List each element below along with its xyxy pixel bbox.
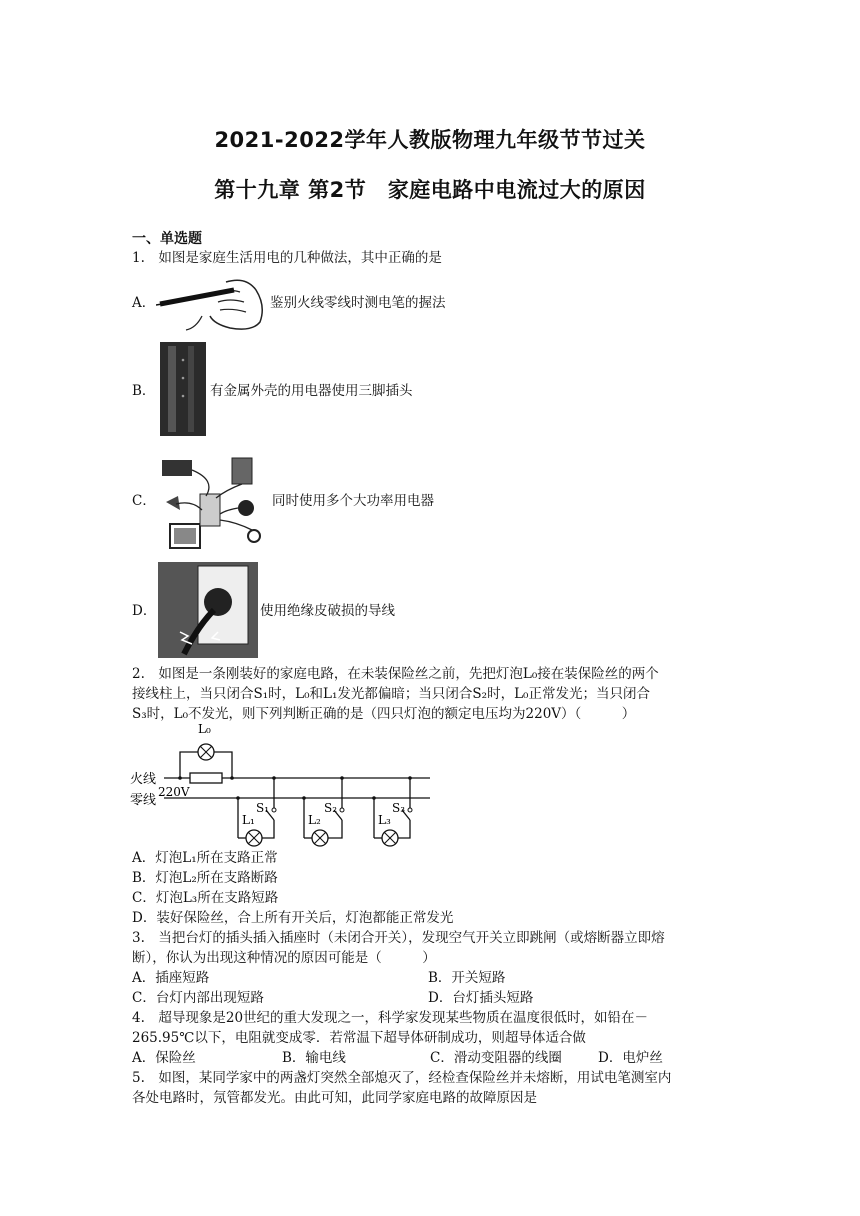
q4-option-d: D．电炉丝 (598, 1050, 663, 1066)
q3-option-a: A．插座短路 (132, 970, 210, 986)
test-pen-hand-image (156, 272, 268, 334)
q1-option-b-label: B． (132, 383, 156, 399)
section-heading: 一、单选题 (132, 231, 202, 247)
q3-option-c: C．台灯内部出现短路 (132, 990, 264, 1006)
q2-stem-line-2: 接线柱上，当只闭合S₁时，L₀和L₁发光都偏暗；当只闭合S₂时，L₀正常发光；当只闭合 (132, 686, 650, 702)
l0-label: L₀ (198, 722, 211, 736)
damaged-wire-image (158, 562, 258, 658)
document-title: 2021-2022学年人教版物理九年级节节过关 (214, 128, 646, 152)
multiple-appliances-image (156, 450, 272, 552)
q2-option-a: A．灯泡L₁所在支路正常 (132, 850, 278, 866)
s3-label: S₃ (392, 801, 406, 815)
q4-option-b: B．输电线 (282, 1050, 346, 1066)
q5-stem-line-2: 各处电路时，氖管都发光。由此可知，此同学家庭电路的故障原因是 (132, 1090, 537, 1106)
q1-option-d-label: D． (132, 603, 157, 619)
q3-stem-line-2: 断），你认为出现这种情况的原因可能是（ ） (132, 950, 436, 966)
q1-option-c-label: C． (132, 493, 156, 509)
q4-option-c: C．滑动变阻器的线圈 (430, 1050, 562, 1066)
q1-option-a-label: A． (132, 295, 156, 311)
q1-option-a-text: 鉴别火线零线时测电笔的握法 (270, 295, 446, 311)
s2-label: S₂ (324, 801, 338, 815)
q2-option-b: B．灯泡L₂所在支路断路 (132, 870, 278, 886)
q5-stem-line-1: 5. 如图，某同学家中的两盏灯突然全部熄灭了，经检查保险丝并未熔断，用试电笔测室内 (132, 1070, 672, 1086)
document-subtitle: 第十九章 第2节 家庭电路中电流过大的原因 (214, 178, 646, 202)
q2-stem-line-3: S₃时，L₀不发光，则下列判断正确的是（四只灯泡的额定电压均为220V）（ ） (132, 706, 636, 722)
zero-line-label: 零线 (130, 793, 157, 808)
l2-label: L₂ (308, 813, 321, 827)
q4-option-a: A．保险丝 (132, 1050, 196, 1066)
l3-label: L₃ (378, 813, 391, 827)
q1-option-d-text: 使用绝缘皮破损的导线 (260, 603, 395, 619)
s1-label: S₁ (256, 801, 270, 815)
q4-stem-line-2: 265.95℃以下，电阻就变成零．若常温下超导体研制成功，则超导体适合做 (132, 1030, 586, 1046)
voltage-label: 220V (158, 785, 190, 799)
q4-stem-line-1: 4. 超导现象是20世纪的重大发现之一，科学家发现某些物质在温度很低时，如铅在－ (132, 1010, 649, 1026)
appliance-image (158, 340, 208, 438)
q1-option-b-text: 有金属外壳的用电器使用三脚插头 (210, 383, 413, 399)
q2-stem-line-1: 2. 如图是一条刚装好的家庭电路，在未装保险丝之前，先把灯泡L₀接在装保险丝的两个 (132, 666, 659, 682)
q3-option-b: B．开关短路 (428, 970, 506, 986)
q3-stem-line-1: 3. 当把台灯的插头插入插座时（未闭合开关），发现空气开关立即跳闸（或熔断器立即熔 (132, 930, 665, 946)
q1-stem: 1. 如图是家庭生活用电的几种做法，其中正确的是 (132, 250, 442, 266)
q2-option-c: C．灯泡L₃所在支路短路 (132, 890, 279, 906)
q1-option-c-text: 同时使用多个大功率用电器 (272, 493, 434, 509)
q2-option-d: D．装好保险丝，合上所有开关后，灯泡都能正常发光 (132, 910, 454, 926)
q3-option-d: D．台灯插头短路 (428, 990, 534, 1006)
fire-line-label: 火线 (130, 772, 157, 787)
l1-label: L₁ (242, 813, 255, 827)
circuit-diagram (128, 716, 438, 852)
